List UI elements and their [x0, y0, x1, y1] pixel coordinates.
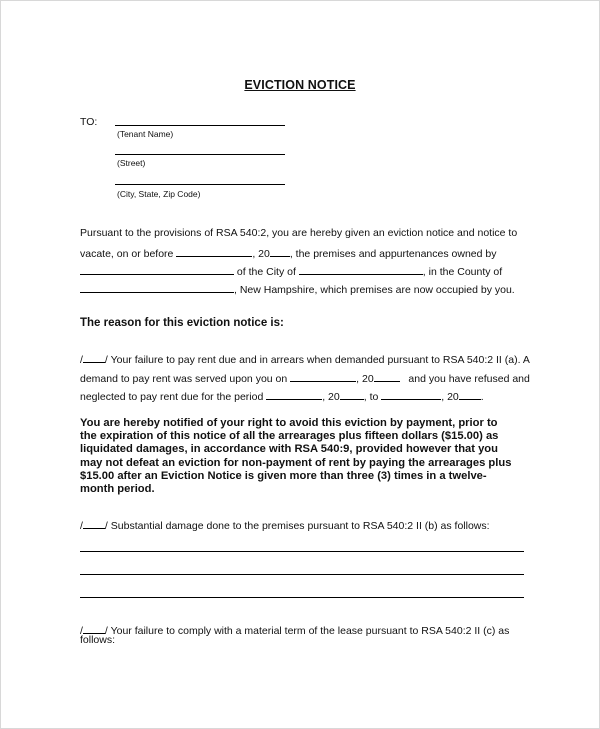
demand-year-blank[interactable] [374, 371, 400, 382]
intro-line-2 [80, 246, 496, 261]
intro-line-4 [80, 282, 515, 297]
intro-line-1: Pursuant to the provisions of RSA 540:2, you are hereby given an eviction notice and notice to [80, 227, 518, 239]
city-blank[interactable] [299, 264, 423, 275]
reason-a-line-3 [80, 389, 484, 404]
reason-heading: The reason for this eviction notice is: [80, 317, 284, 329]
period-start-year-blank[interactable] [340, 389, 364, 400]
vacate-year-blank[interactable] [270, 246, 290, 257]
reason-c-prefix: / [80, 625, 83, 637]
to-label: TO: [80, 116, 98, 128]
reason-a-period-end: . [480, 391, 484, 403]
county-blank[interactable] [80, 282, 234, 293]
intro-year-prefix: , 20 [252, 248, 270, 260]
city-state-zip-line[interactable] [115, 184, 285, 185]
reason-a-year-text: , 20 [356, 373, 374, 385]
payment-notice-line: month period. [80, 483, 155, 496]
payment-notice-line: You are hereby notified of your right to avoid this eviction by payment, prior to [80, 417, 498, 429]
reason-b-checkbox-blank[interactable] [83, 518, 105, 529]
tenant-name-hint: (Tenant Name) [117, 129, 174, 139]
payment-notice-line: $15.00 after an Eviction Notice is given more than three (3) times in a twelve- [80, 469, 487, 482]
damage-detail-line-2[interactable] [80, 574, 524, 575]
intro-line-3 [80, 264, 502, 279]
damage-detail-line-1[interactable] [80, 551, 524, 552]
street-hint: (Street) [117, 158, 146, 168]
reason-a-year3-text: , 20 [441, 391, 459, 403]
intro-nh-text: , New Hampshire, which premises are now occupied by you. [234, 284, 515, 296]
document-title: EVICTION NOTICE [244, 78, 356, 92]
intro-city-text: of the City of [236, 266, 296, 278]
reason-a-line-2 [80, 371, 530, 386]
payment-notice-line: may not defeat an eviction for non-payment of rent by paying the arrearages plus [80, 456, 512, 469]
reason-a-period-text: neglected to pay rent due for the period [80, 391, 264, 403]
reason-a-text: / Your failure to pay rent due and in arrears when demanded pursuant to RSA 540:2 II (a). A [104, 354, 530, 366]
reason-b-text: / Substantial damage done to the premises pursuant to RSA 540:2 II (b) as follows: [104, 520, 490, 532]
payment-notice-line: the expiration of this notice of all the arrearages plus fifteen dollars ($15.00) as [80, 430, 499, 443]
reason-c-line-1 [80, 623, 509, 638]
period-end-blank[interactable] [381, 389, 441, 400]
reason-a-line-1 [80, 352, 530, 367]
reason-b-line [80, 518, 490, 533]
vacate-date-blank[interactable] [176, 246, 252, 257]
reason-a-prefix: / [80, 354, 83, 366]
reason-c-text: / Your failure to comply with a material term of the lease pursuant to RSA 540:2 II (c) as [104, 625, 510, 637]
reason-c-line-2: follows: [80, 634, 116, 646]
intro-vacate-text: vacate, on or before [80, 248, 174, 260]
payment-notice-line: liquidated damages, in accordance with RSA 540:9, provided however that you [80, 443, 498, 456]
damage-detail-line-3[interactable] [80, 597, 524, 598]
owner-name-blank[interactable] [80, 264, 234, 275]
intro-owned-by-text: , the premises and appurtenances owned by [289, 248, 497, 260]
period-start-blank[interactable] [266, 389, 322, 400]
city-state-zip-hint: (City, State, Zip Code) [117, 189, 201, 199]
street-line[interactable] [115, 154, 285, 155]
reason-a-year2-text: , 20 [322, 391, 340, 403]
period-end-year-blank[interactable] [459, 389, 481, 400]
reason-c-checkbox-blank[interactable] [83, 623, 105, 634]
reason-a-to-text: , to [363, 391, 379, 403]
reason-a-refused-text: and you have refused and [408, 373, 530, 385]
demand-date-blank[interactable] [290, 371, 356, 382]
payment-notice [80, 417, 530, 496]
reason-a-demand-text: demand to pay rent was served upon you on [80, 373, 288, 385]
intro-county-text: , in the County of [422, 266, 503, 278]
reason-a-checkbox-blank[interactable] [83, 352, 105, 363]
tenant-name-line[interactable] [115, 125, 285, 126]
reason-b-prefix: / [80, 520, 83, 532]
